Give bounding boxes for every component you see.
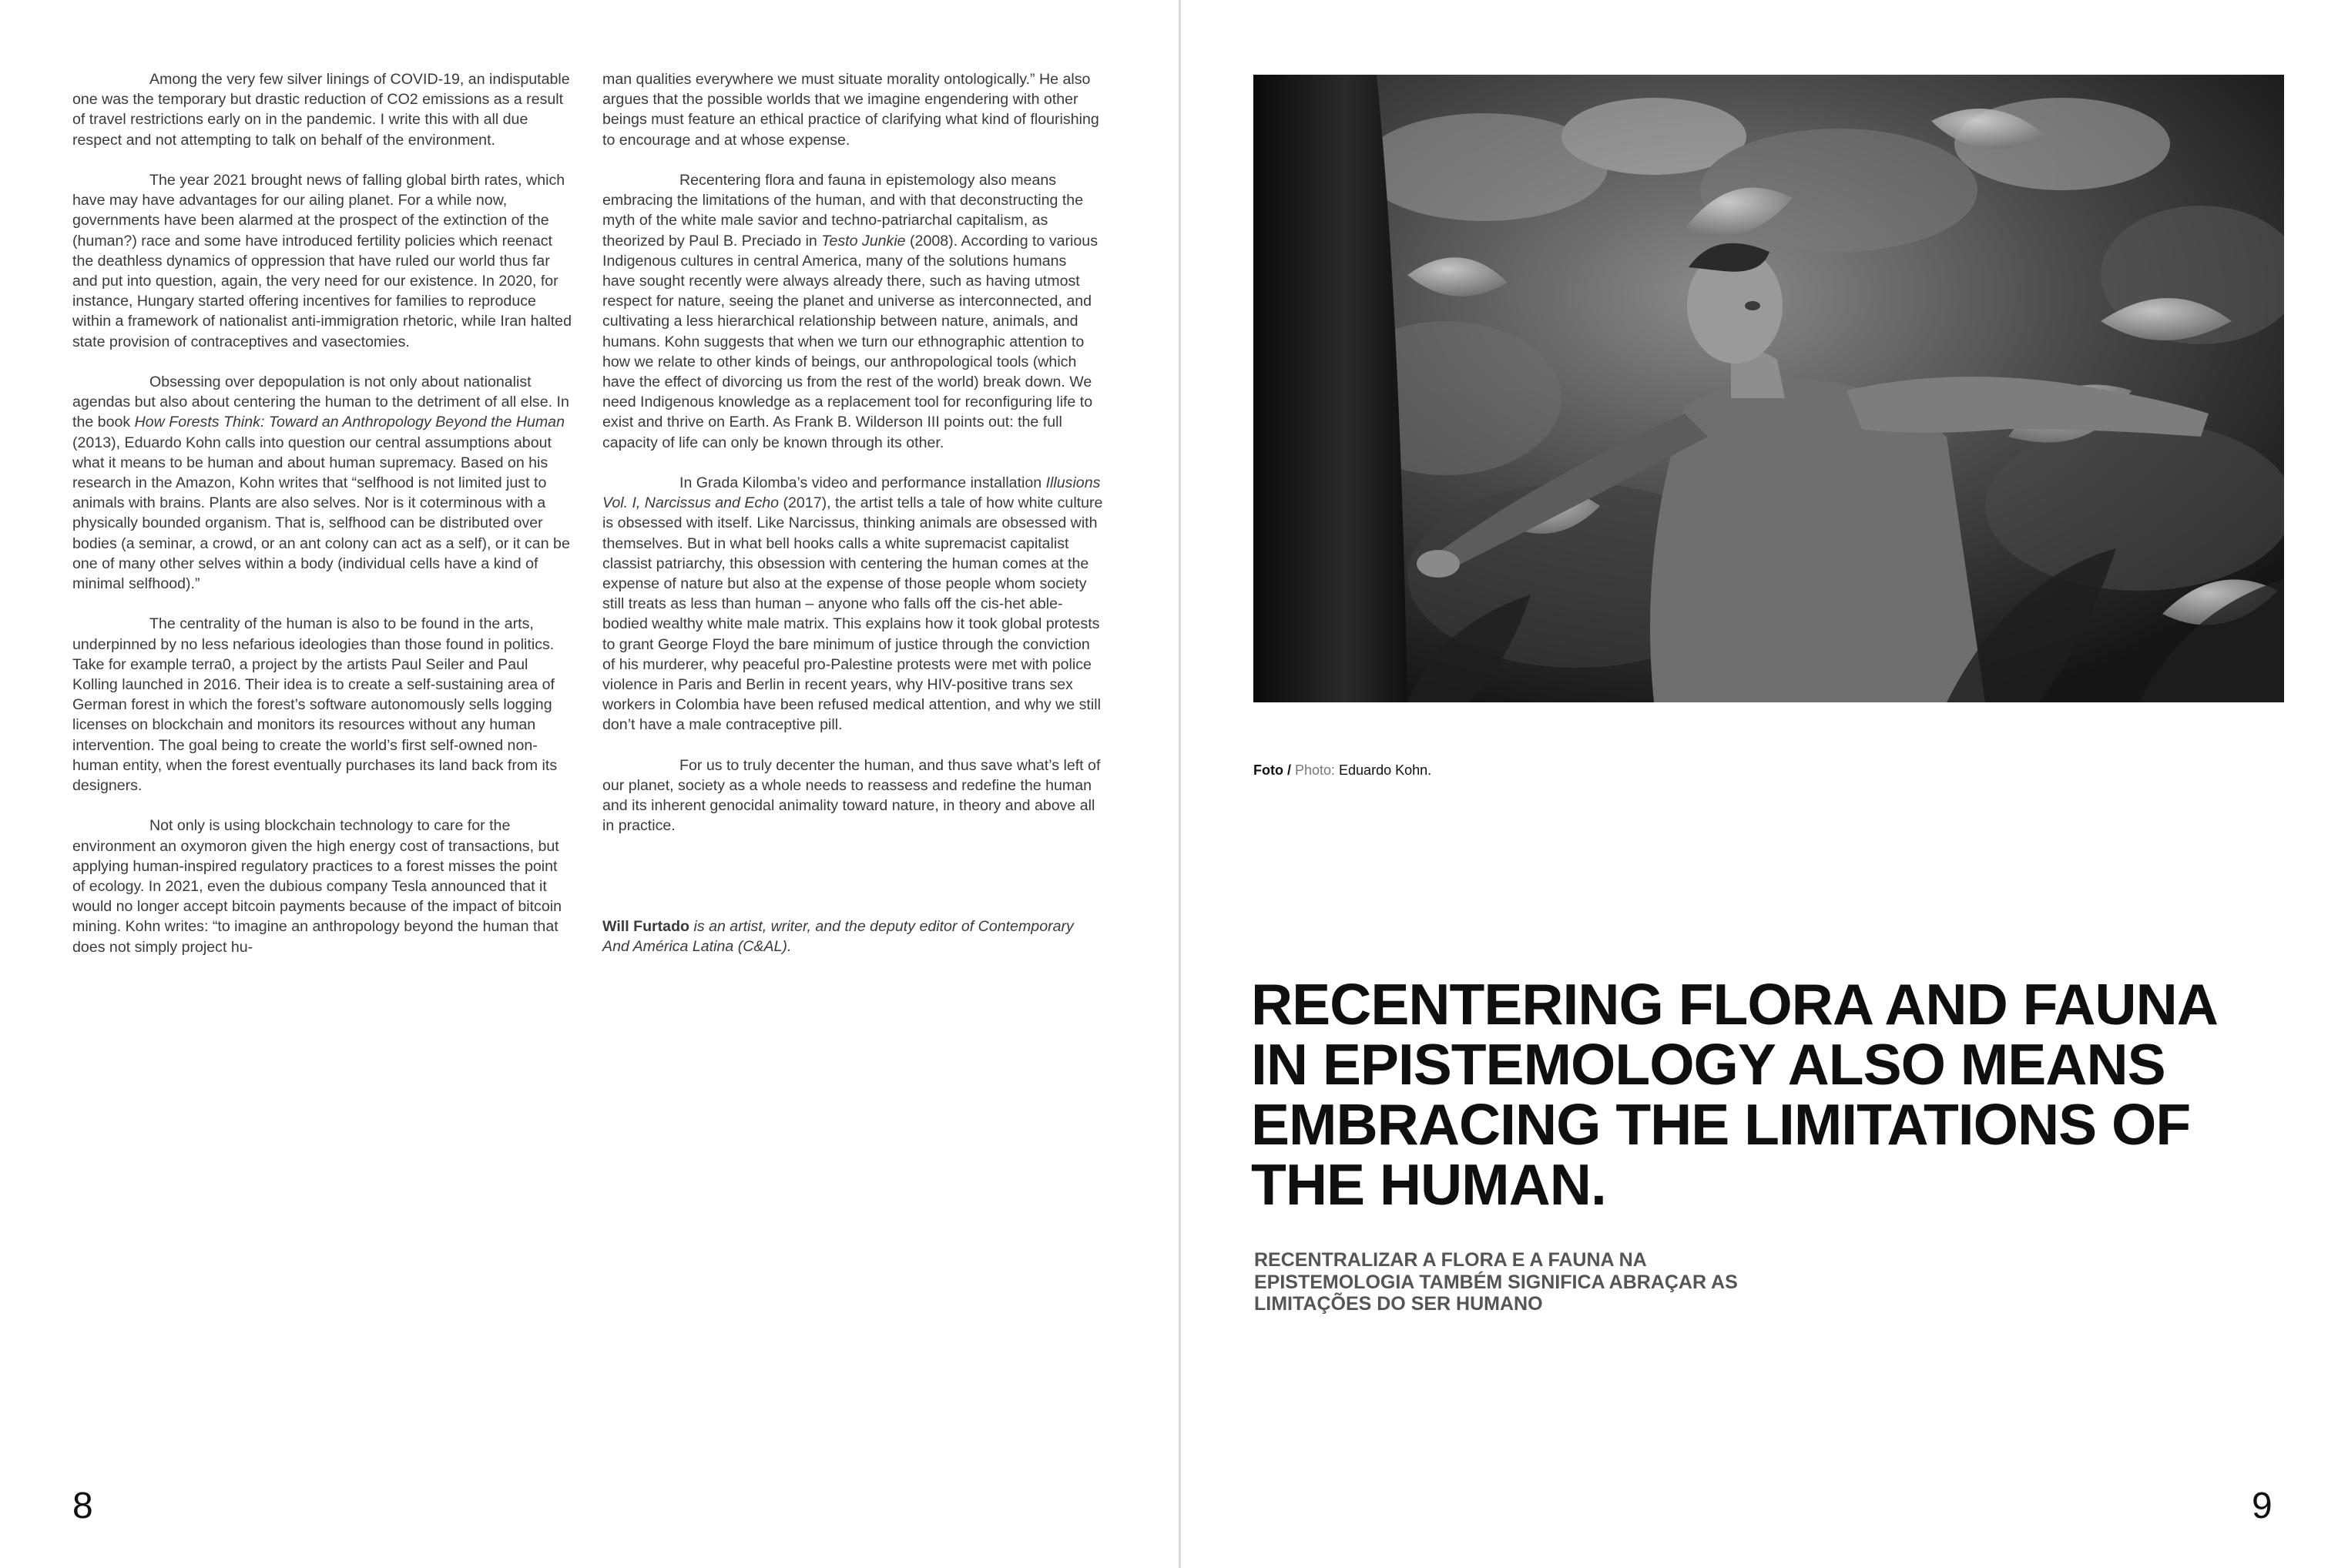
subhead-line: LIMITAÇÕES DO SER HUMANO (1254, 1293, 1543, 1315)
text-column-right (602, 69, 1103, 957)
photo-caption (1253, 762, 1431, 779)
paragraph-text: (2008). According to various Indigenous cultures in central America, many of the solutions humans have sought recently were always already there, such as having utmost respect for nature, seeing the planet and universe as interconnected, and cultivating a less hierarchical relationship between nature, animals, and humans. Kohn suggests that when we turn our ethnographic attention to how we relate to other kinds of beings, our anthropological tools (which have the effect of divorcing us from the rest of the world) break down. We need Indigenous knowledge as a replacement tool for reconfiguring life to exist and thrive on Earth. As Frank B. Wilderson III points out: the full capacity of life can only be known through its other. (602, 232, 1098, 451)
paragraph-text: In Grada Kilomba’s video and performance installation (679, 474, 1046, 492)
author-bio: is an artist, writer, and the deputy editor of Contemporary And América Latina (C&AL). (602, 917, 1074, 955)
text-column-left (72, 69, 573, 977)
caption-label: Foto / (1253, 762, 1295, 778)
paragraph-text: (2013), Eduardo Kohn calls into question our central assumptions about what it means to be human and about human supremacy. Based on his research in the Amazon, Kohn writes that “selfhood is not limited just to animals with brains. Plants are also selves. Nor is it coterminous with a physically bounded organism. That is, selfhood can be distributed over bodies (a seminar, a crowd, or an ant colony can act as a self), or it can be one of many other selves within a body (individual cells have a kind of minimal selfhood).” (72, 434, 570, 593)
forest-photograph (1253, 75, 2284, 702)
subhead-line: EPISTEMOLOGIA TAMBÉM SIGNIFICA ABRAÇAR AS (1254, 1271, 1738, 1293)
author-name: Will Furtado (602, 917, 690, 935)
paragraph: man qualities everywhere we must situate morality ontologically.” He also argues that the possible worlds that we imagine engendering with other beings must feature an ethical practice of clarifying what kind of flourishing to encourage and at whose expense. (602, 71, 1099, 149)
paragraph (72, 372, 573, 594)
author-byline (602, 916, 1103, 957)
work-title: Illusions Vol. I, Narcissus and Echo (602, 474, 1101, 512)
paragraph: Not only is using blockchain technology to care for the environment an oxymoron given the high energy cost of transactions, but applying human-inspired regulatory practices to a forest misses the point of ecology. In 2021, even the dubious company Tesla announced that it would no longer accept bitcoin payments because of the impact of bitcoin mining. Kohn writes: “to imagine an anthropology beyond the human that does not simply project hu- (72, 817, 562, 956)
page-number: 9 (2252, 1486, 2273, 1526)
paragraph: For us to truly decenter the human, and thus save what’s left of our planet, society as a whole needs to reassess and redefine the human and its inherent genocidal animality toward nature, in theory and above all in practice. (602, 756, 1101, 835)
caption-credit: Eduardo Kohn. (1335, 762, 1432, 778)
subhead-line: RECENTRALIZAR A FLORA E A FAUNA NA (1254, 1249, 1647, 1271)
paragraph-text: (2017), the artist tells a tale of how white culture is obsessed with itself. Like Narcissus, thinking animals are obsessed with themselves. But in what bell hooks calls a white supremacist capitalist classist patriarchy, this obsession with centering the human comes at the expense of nature but also at the expense of those people whom society still treats as less than human – anyone who falls off the cis-het able-bodied wealthy white male matrix. This explains how it took global protests to grant George Floyd the bare minimum of justice through the conviction of his murderer, why peaceful pro-Palestine protests were met with police violence in Paris and Berlin in recent years, why HIV-positive trans sex workers in Colombia have been refused medical attention, and why we still don’t have a male contraceptive pill. (602, 494, 1103, 734)
pull-quote-headline (1251, 974, 2299, 1215)
paragraph (602, 473, 1103, 735)
paragraph: The centrality of the human is also to be found in the arts, underpinned by no less nefarious ideologies than those found in politics. Take for example terra0, a project by the artists Paul Seiler and Paul Kolling launched in 2016. Their idea is to create a self-sustaining area of German forest in which the forest’s software autonomously sells logging licenses on blockchain and monitors its resources without any human intervention. The goal being to create the world’s first self-owned non-human entity, when the forest eventually purchases its land back from its designers. (72, 615, 558, 795)
headline-line: IN EPISTEMOLOGY ALSO MEANS (1251, 1032, 2165, 1097)
paragraph-text: Obsessing over depopulation is not only about nationalist agendas but also about centering the human to the detriment of all else. In the book (72, 374, 569, 431)
paragraph: Among the very few silver linings of COVID-19, an indisputable one was the temporary but drastic reduction of CO2 emissions as a result of travel restrictions early on in the pandemic. I write this with all due respect and not attempting to talk on behalf of the environment. (72, 71, 570, 149)
photo-forest-man (1253, 75, 2284, 702)
caption-label-english: Photo: (1294, 762, 1336, 778)
paragraph (602, 170, 1103, 453)
book-title: Testo Junkie (821, 232, 906, 250)
pull-quote-translation (1254, 1249, 1809, 1315)
page-number: 8 (72, 1486, 93, 1526)
paragraph: The year 2021 brought news of falling global birth rates, which have may have advantages for our ailing planet. For a while now, governments have been alarmed at the prospect of the extinction of the (human?) race and some have introduced fertility policies which reenact the deathless dynamics of oppression that have ruled our world thus far and put into question, again, the very need for our existence. In 2020, for instance, Hungary started offering incentives for families to reproduce within a framework of nationalist anti-immigration rhetoric, while Iran halted state provision of contraceptives and vasectomies. (72, 172, 572, 350)
headline-line: THE HUMAN. (1251, 1152, 1606, 1217)
headline-line: EMBRACING THE LIMITATIONS OF (1251, 1092, 2191, 1157)
paragraph-text: Recentering flora and fauna in epistemology also means embracing the limitations of the human, and with that deconstructing the myth of the white male savior and techno-patriarchal capitalism, as theorized by Paul B. Preciado in (602, 172, 1084, 250)
book-title: How Forests Think: Toward an Anthropology Beyond the Human (134, 414, 565, 431)
headline-line: RECENTERING FLORA AND FAUNA (1251, 972, 2218, 1037)
